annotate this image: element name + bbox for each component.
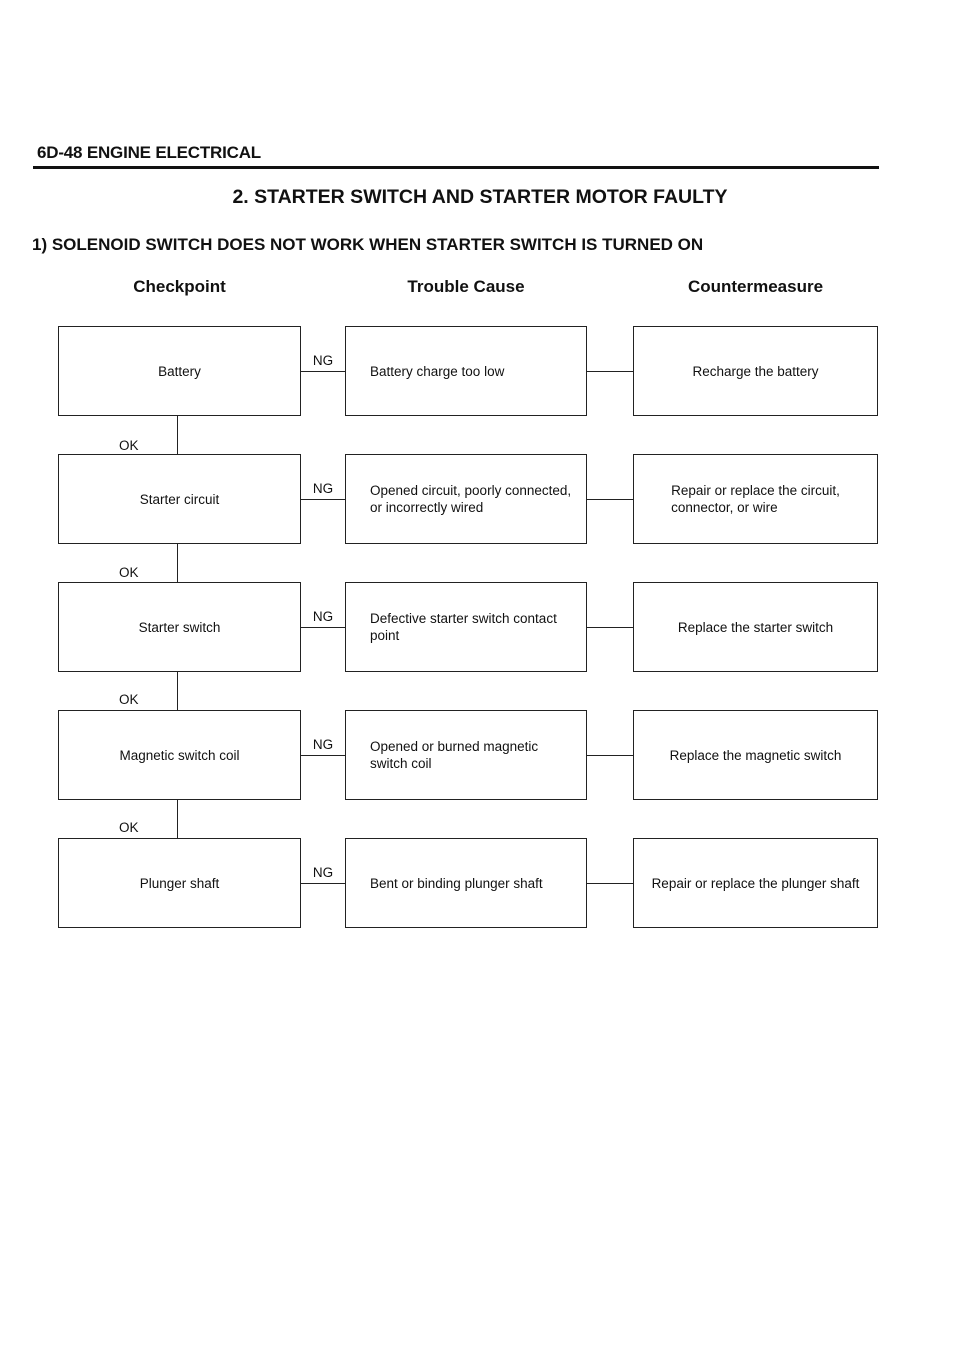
trouble-cause-text: Defective starter switch contact point — [370, 611, 557, 643]
countermeasure-box — [633, 582, 878, 672]
cause-connector — [587, 755, 633, 756]
ng-connector — [301, 499, 345, 500]
trouble-cause-box — [345, 838, 587, 928]
column-header-checkpoint: Checkpoint — [133, 277, 226, 296]
section-title: 2. STARTER SWITCH AND STARTER MOTOR FAULTY — [232, 186, 728, 208]
checkpoint-box — [58, 454, 301, 544]
countermeasure-text: Replace the magnetic switch — [669, 747, 842, 763]
ng-label: NG — [312, 865, 334, 880]
trouble-cause-text: Bent or binding plunger shaft — [370, 875, 543, 891]
countermeasure-box — [633, 710, 878, 800]
cause-connector — [587, 627, 633, 628]
page-header: 6D-48 ENGINE ELECTRICAL — [37, 143, 261, 162]
checkpoint-label: Battery — [158, 363, 201, 379]
checkpoint-label: Magnetic switch coil — [119, 747, 240, 763]
trouble-cause-text: Opened circuit, poorly connected, or incorrectly wired — [370, 483, 572, 515]
cause-connector — [587, 883, 633, 884]
header-rule — [33, 166, 879, 169]
ok-label: OK — [119, 565, 139, 580]
ok-connector — [177, 672, 178, 710]
cause-connector — [587, 371, 633, 372]
ng-label: NG — [312, 481, 334, 496]
countermeasure-box — [633, 838, 878, 928]
checkpoint-box — [58, 838, 301, 928]
countermeasure-text: Replace the starter switch — [677, 619, 834, 635]
column-header-countermeasure: Countermeasure — [687, 277, 824, 296]
checkpoint-label: Plunger shaft — [139, 875, 220, 891]
checkpoint-box — [58, 326, 301, 416]
trouble-cause-box — [345, 326, 587, 416]
column-header-trouble-cause: Trouble Cause — [407, 277, 525, 296]
countermeasure-text: Repair or replace the plunger shaft — [651, 875, 860, 891]
ok-label: OK — [119, 692, 139, 707]
trouble-cause-box — [345, 454, 587, 544]
trouble-cause-text: Battery charge too low — [370, 363, 505, 379]
ok-connector — [177, 800, 178, 838]
countermeasure-text: Recharge the battery — [692, 363, 819, 379]
ok-label: OK — [119, 820, 139, 835]
trouble-cause-box — [345, 710, 587, 800]
ng-connector — [301, 883, 345, 884]
ng-connector — [301, 627, 345, 628]
ng-connector — [301, 371, 345, 372]
countermeasure-box — [633, 326, 878, 416]
ng-label: NG — [312, 737, 334, 752]
ng-label: NG — [312, 609, 334, 624]
sub-title: 1) SOLENOID SWITCH DOES NOT WORK WHEN STARTER SWITCH IS TURNED ON — [32, 235, 704, 254]
trouble-cause-box — [345, 582, 587, 672]
ng-connector — [301, 755, 345, 756]
countermeasure-text: Repair or replace the circuit, connector, or wire — [671, 483, 840, 515]
countermeasure-box — [633, 454, 878, 544]
ok-connector — [177, 544, 178, 582]
ng-label: NG — [312, 353, 334, 368]
checkpoint-label: Starter circuit — [139, 491, 220, 507]
ok-label: OK — [119, 438, 139, 453]
checkpoint-box — [58, 710, 301, 800]
cause-connector — [587, 499, 633, 500]
ok-connector — [177, 416, 178, 454]
trouble-cause-text: Opened or burned magnetic switch coil — [370, 739, 539, 771]
checkpoint-label: Starter switch — [138, 619, 221, 635]
checkpoint-box — [58, 582, 301, 672]
